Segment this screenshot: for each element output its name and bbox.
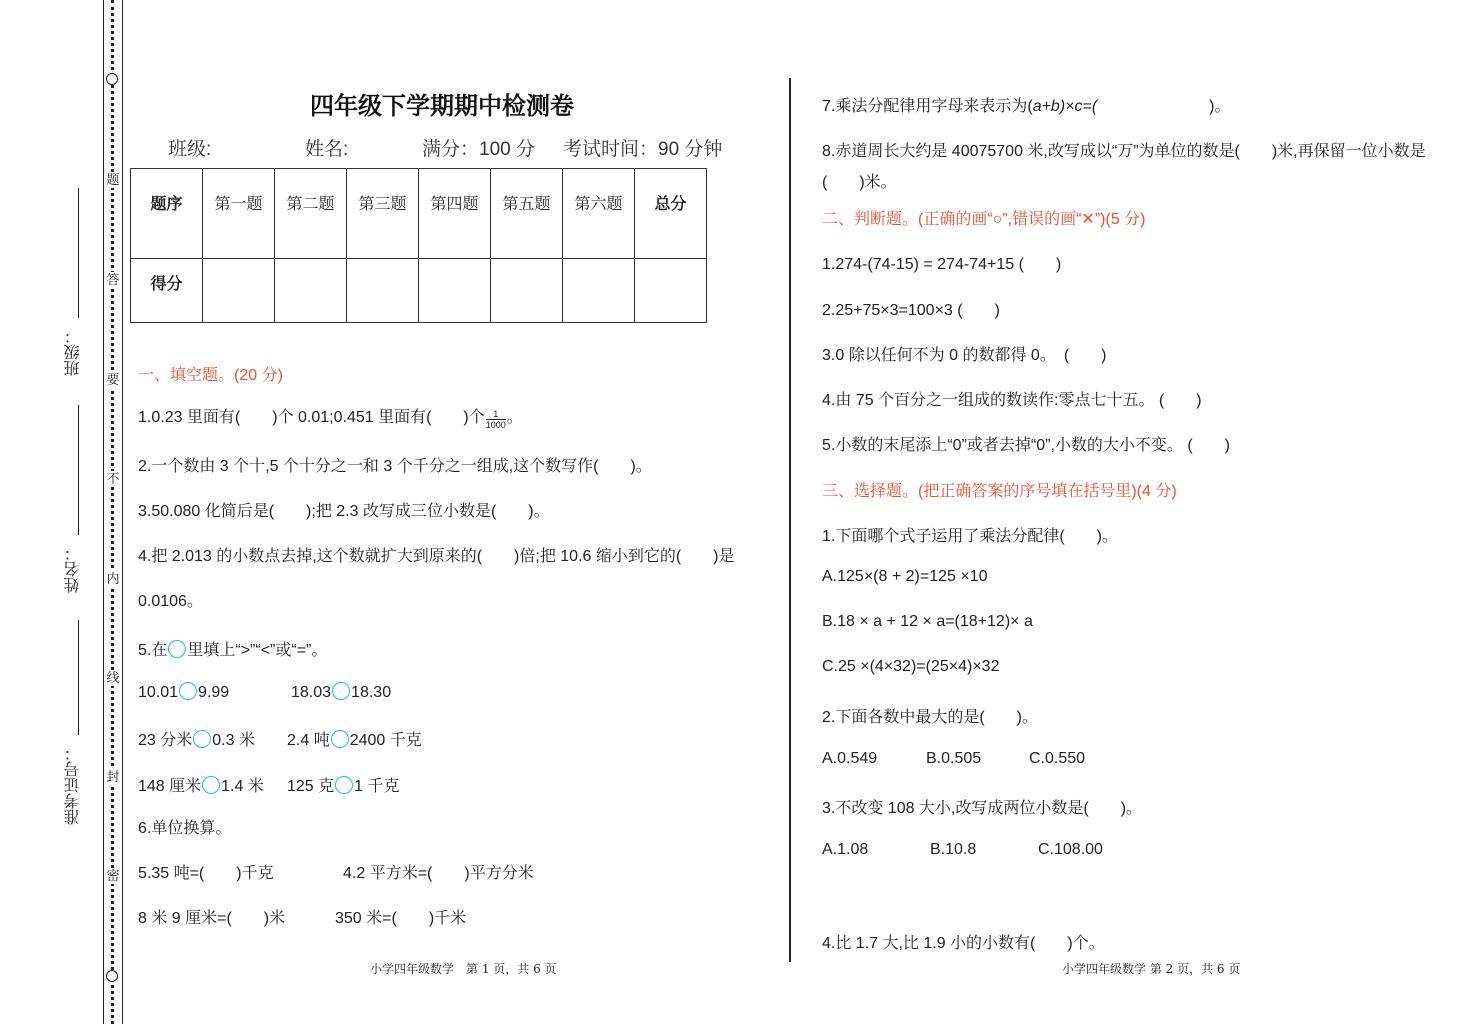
- compare-item: [291, 682, 391, 702]
- score-table-header: 第三题: [347, 169, 419, 259]
- score-table-header: 第五题: [491, 169, 563, 259]
- section1-q4-line1: 4.把 2.013 的小数点去掉,这个数就扩大到原来的( )倍;把 10.6 缩小到它的( )是: [138, 548, 735, 565]
- fraction-numerator: 1: [486, 409, 506, 420]
- section1-q6: 6.单位换算。: [138, 820, 232, 837]
- binding-char: 要: [104, 372, 122, 388]
- compare-item: [138, 682, 229, 702]
- choice-q2-option: C.0.550: [1029, 750, 1086, 767]
- section1-q5: [138, 637, 327, 660]
- section1-q3: 3.50.080 化简后是( );把 2.3 改写成三位小数是( )。: [138, 503, 550, 520]
- score-table-header-row: [131, 169, 707, 259]
- section1-q4-line2: 0.0106。: [138, 593, 203, 610]
- binding-char: 密: [104, 868, 122, 884]
- choice-q4: 4.比 1.7 大,比 1.9 小的小数有( )个。: [822, 935, 1105, 952]
- answer-circle-icon: [168, 640, 186, 658]
- compare-item: [287, 727, 422, 750]
- compare-left: 10.01: [138, 684, 179, 701]
- score-cell: [563, 259, 635, 323]
- compare-left: 23 分米: [138, 732, 193, 749]
- info-exam-time: 考试时间：90 分钟: [563, 139, 723, 160]
- binding-char: 内: [104, 571, 122, 587]
- choice-q3-option: B.10.8: [930, 841, 977, 858]
- section1-q1: [138, 404, 523, 430]
- choice-q3-option: A.1.08: [822, 841, 869, 858]
- score-cell: [275, 259, 347, 323]
- compare-right: 0.3 米: [212, 732, 255, 749]
- fill-q7-end: )。: [1097, 98, 1231, 115]
- fill-q7: [822, 93, 1231, 116]
- fraction: [486, 409, 506, 430]
- fill-q8-line1: 8.赤道周长大约是 40075700 米,改写成以“万”为单位的数是( )米,再保留一位小数是: [822, 143, 1426, 160]
- compare-item: [138, 727, 255, 750]
- answer-circle-icon[interactable]: [332, 682, 350, 700]
- choice-q1: 1.下面哪个式子运用了乘法分配律( )。: [822, 528, 1119, 545]
- score-table-header: 第二题: [275, 169, 347, 259]
- compare-left: 2.4 吨: [287, 732, 330, 749]
- compare-item: [138, 773, 264, 796]
- choice-q3: 3.不改变 108 大小,改写成两位小数是( )。: [822, 800, 1143, 817]
- binding-label-name: 姓名：: [63, 545, 82, 593]
- binding-char: 题: [104, 172, 122, 188]
- fraction-denominator: 1000: [485, 420, 506, 430]
- binding-line-inner: [122, 0, 123, 1024]
- score-cell: [419, 259, 491, 323]
- conversion-item: 4.2 平方米=( )平方分米: [343, 865, 534, 882]
- answer-circle-icon[interactable]: [193, 730, 211, 748]
- fill-q7-expr: a+b)×c=(: [1032, 98, 1098, 115]
- compare-right: 18.30: [351, 684, 392, 701]
- binding-char: 线: [104, 670, 122, 686]
- section1-q1-end: 。: [506, 409, 523, 426]
- binding-label-exam-id: 准考证号：: [63, 745, 82, 825]
- judge-item: 4.由 75 个百分之一组成的数读作:零点七十五。 ( ): [822, 392, 1202, 409]
- choice-q3-option: C.108.00: [1038, 841, 1103, 858]
- choice-q2-option: A.0.549: [822, 750, 878, 767]
- binding-label-class: 班级：: [63, 328, 82, 376]
- answer-circle-icon[interactable]: [335, 776, 353, 794]
- compare-left: 148 厘米: [138, 778, 202, 795]
- compare-item: [287, 773, 400, 796]
- score-cell: [491, 259, 563, 323]
- binding-circle-top: [106, 73, 118, 85]
- info-full-score: 满分：100 分: [422, 139, 535, 160]
- answer-circle-icon[interactable]: [202, 776, 220, 794]
- score-table-header: 题序: [131, 169, 203, 259]
- compare-right: 9.99: [198, 684, 230, 701]
- score-cell: [347, 259, 419, 323]
- binding-underline-class: [78, 188, 79, 318]
- section1-q5-text: 5.在: [138, 642, 168, 659]
- binding-char: 封: [104, 769, 122, 785]
- footer-left: 小学四年级数学 第 1 页，共 6 页: [370, 962, 557, 976]
- answer-circle-icon[interactable]: [179, 682, 197, 700]
- conversion-item: 8 米 9 厘米=( )米: [138, 910, 286, 927]
- judge-item: 1.274-(74-15) = 274-74+15 ( ): [822, 256, 1062, 273]
- conversion-item: 5.35 吨=( )千克: [138, 865, 274, 882]
- fill-q8-line2: ( )米。: [822, 174, 897, 191]
- page-divider: [789, 78, 791, 962]
- info-name-label: 姓名:: [305, 139, 349, 160]
- score-table: [130, 168, 707, 323]
- page-title: 四年级下学期期中检测卷: [310, 91, 574, 120]
- score-table-header: 第六题: [563, 169, 635, 259]
- fill-q7-text: 7.乘法分配律用字母来表示为(: [822, 98, 1033, 115]
- choice-q1-option-b: B.18 × a + 12 × a=(18+12)× a: [822, 613, 1033, 630]
- compare-left: 18.03: [291, 684, 332, 701]
- choice-q1-option-c: C.25 ×(4×32)=(25×4)×32: [822, 658, 1000, 675]
- binding-char: 答: [104, 272, 122, 288]
- judge-item: 2.25+75×3=100×3 ( ): [822, 302, 1000, 319]
- binding-circle-bottom: [106, 970, 118, 982]
- score-table-header: 总分: [635, 169, 707, 259]
- binding-char: 不: [104, 471, 122, 487]
- section1-q5-text2: 里填上“>”“<”或“=”。: [187, 642, 328, 659]
- conversion-item: 350 米=( )千米: [335, 910, 467, 927]
- compare-right: 1 千克: [354, 778, 400, 795]
- compare-right: 2400 千克: [349, 732, 422, 749]
- section1-title: 一、填空题。(20 分): [138, 367, 283, 384]
- binding-underline-name: [78, 405, 79, 535]
- answer-circle-icon[interactable]: [331, 730, 349, 748]
- section1-q1-text: 1.0.23 里面有( )个 0.01;0.451 里面有( )个: [138, 409, 485, 426]
- section1-q2: 2.一个数由 3 个十,5 个十分之一和 3 个千分之一组成,这个数写作( )。: [138, 458, 652, 475]
- compare-right: 1.4 米: [221, 778, 264, 795]
- score-cell: [635, 259, 707, 323]
- score-table-header: 第四题: [419, 169, 491, 259]
- binding-underline-exam-id: [78, 620, 79, 735]
- info-class-label: 班级:: [168, 139, 212, 160]
- section3-title: 三、选择题。(把正确答案的序号填在括号里)(4 分): [822, 483, 1177, 500]
- score-table-header: 第一题: [203, 169, 275, 259]
- score-row-label: 得分: [131, 259, 203, 323]
- compare-left: 125 克: [287, 778, 335, 795]
- choice-q2: 2.下面各数中最大的是( )。: [822, 709, 1039, 726]
- choice-q2-option: B.0.505: [926, 750, 982, 767]
- score-cell: [203, 259, 275, 323]
- choice-q1-option-a: A.125×(8 + 2)=125 ×10: [822, 568, 988, 585]
- section2-title: 二、判断题。(正确的画“○”,错误的画“✕”)(5 分): [822, 211, 1146, 228]
- judge-item: 5.小数的末尾添上“0”或者去掉“0”,小数的大小不变。 ( ): [822, 437, 1231, 454]
- judge-item: 3.0 除以任何不为 0 的数都得 0。 ( ): [822, 347, 1107, 364]
- score-table-score-row: [131, 259, 707, 323]
- footer-right: 小学四年级数学 第 2 页，共 6 页: [1062, 962, 1241, 976]
